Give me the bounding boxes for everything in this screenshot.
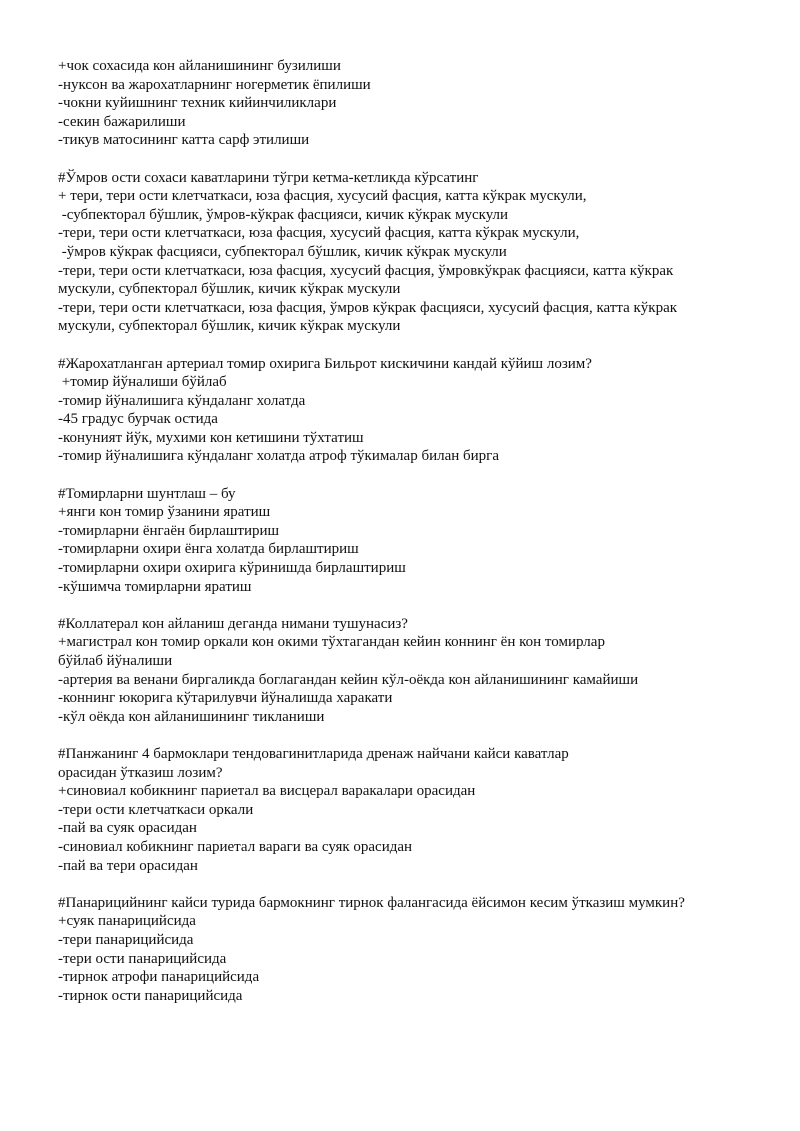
answer-option: -томир йўналишига кўндаланг холатда xyxy=(58,392,306,409)
question-block xyxy=(58,355,758,467)
answer-option-continuation: бўйлаб йўналиши xyxy=(58,653,173,669)
answer-option: -пай ва тери орасидан xyxy=(58,857,198,874)
answer-option-continuation: мускули, субпекторал бўшлик, кичик кўкрак мускули xyxy=(58,281,401,298)
question-text-continuation: орасидан ўтказиш лозим? xyxy=(58,764,223,781)
answer-option: -чокни куйишнинг техник кийинчиликлари xyxy=(58,95,337,112)
answer-option: -тери ости клетчаткаси оркали xyxy=(58,801,254,818)
answer-option: -синовиал кобикнинг париетал вараги ва суяк орасидан xyxy=(58,838,413,855)
answer-option-continuation: -субпекторал бўшлик, ўмров-кўкрак фасцияси, кичик кўкрак мускули xyxy=(58,206,509,223)
answer-option-correct: +синовиал кобикнинг париетал ва висцерал варакалари орасидан xyxy=(58,783,476,800)
answer-option: -томирларни охири ёнга холатда бирлаштириш xyxy=(58,541,359,558)
answer-option-continuation: мускули, субпекторал бўшлик, кичик кўкрак мускули xyxy=(58,318,401,335)
answer-option: -пай ва суяк орасидан xyxy=(58,820,197,837)
answer-option: -артерия ва венани биргаликда боглагандан кейин кўл-оёкда кон айланишининг камайиши xyxy=(58,671,639,688)
answer-option: -коннинг юкорига кўтарилувчи йўналишда харакати xyxy=(58,690,393,707)
question-text: #Коллатерал кон айланиш деганда нимани тушунасиз? xyxy=(58,615,408,632)
answer-option: -тери, тери ости клетчаткаси, юза фасция, хусусий фасция, ўмровкўкрак фасцияси, катта кўкрак xyxy=(58,262,674,279)
answer-block xyxy=(58,57,758,150)
answer-option: -тикув матосининг катта сарф этилиши xyxy=(58,132,310,149)
answer-option: -кўл оёкда кон айланишининг тикланиши xyxy=(58,708,325,725)
answer-option: -томирларни охири охирига кўринишда бирлаштириш xyxy=(58,560,406,577)
answer-option: -кўшимча томирларни яратиш xyxy=(58,578,252,595)
answer-option: -тери панарицийсида xyxy=(58,931,194,948)
answer-option-correct: + тери, тери ости клетчаткаси, юза фасция, хусусий фасция, катта кўкрак мускули, xyxy=(58,188,587,205)
answer-option-correct: +янги кон томир ўзанини яратиш xyxy=(58,504,271,521)
answer-option-correct: +чок сохасида кон айланишининг бузилиши xyxy=(58,58,341,74)
question-text: #Томирларни шунтлаш – бу xyxy=(58,485,236,502)
answer-option: -тери, тери ости клетчаткаси, юза фасция, ўмров кўкрак фасцияси, хусусий фасция, катта кўкрак xyxy=(58,299,678,316)
question-block xyxy=(58,485,758,597)
answer-option: -томирларни ёнгаён бирлаштириш xyxy=(58,522,280,539)
question-text: #Ўмров ости сохаси каватларини тўгри кетма-кетликда кўрсатинг xyxy=(58,169,479,186)
answer-option: -45 градус бурчак остида xyxy=(58,411,218,428)
document-page xyxy=(58,57,758,1024)
question-text: #Панжанинг 4 бармоклари тендовагинитларида дренаж найчани кайси каватлар xyxy=(58,745,569,762)
answer-option-continuation: -ўмров кўкрак фасцияси, субпекторал бўшлик, кичик кўкрак мускули xyxy=(58,243,507,260)
question-block xyxy=(58,894,758,1006)
question-text: #Панарицийнинг кайси турида бармокнинг тирнок фалангасида ёйсимон кесим ўтказиш мумкин? xyxy=(58,894,685,911)
answer-option: -конуният йўк, мухими кон кетишини тўхтатиш xyxy=(58,429,364,446)
answer-option: -тери ости панарицийсида xyxy=(58,950,227,967)
question-block xyxy=(58,169,758,336)
answer-option-correct: +магистрал кон томир оркали кон окими тўхтагандан кейин коннинг ён кон томирлар xyxy=(58,634,605,651)
answer-option: -секин бажарилиши xyxy=(58,113,186,130)
answer-option: -тери, тери ости клетчаткаси, юза фасция, хусусий фасция, катта кўкрак мускули, xyxy=(58,225,580,242)
answer-option-correct: +суяк панарицийсида xyxy=(58,913,196,930)
answer-option-correct: +томир йўналиши бўйлаб xyxy=(58,374,227,391)
answer-option: -нуксон ва жарохатларнинг ногерметик ёпилиши xyxy=(58,76,371,93)
question-block xyxy=(58,615,758,727)
question-block xyxy=(58,745,758,875)
question-text: #Жарохатланган артериал томир охирига Бильрот кискичини кандай кўйиш лозим? xyxy=(58,355,592,372)
answer-option: -томир йўналишига кўндаланг холатда атроф тўкималар билан бирга xyxy=(58,448,499,465)
answer-option: -тирнок ости панарицийсида xyxy=(58,987,243,1004)
answer-option: -тирнок атрофи панарицийсида xyxy=(58,969,260,986)
